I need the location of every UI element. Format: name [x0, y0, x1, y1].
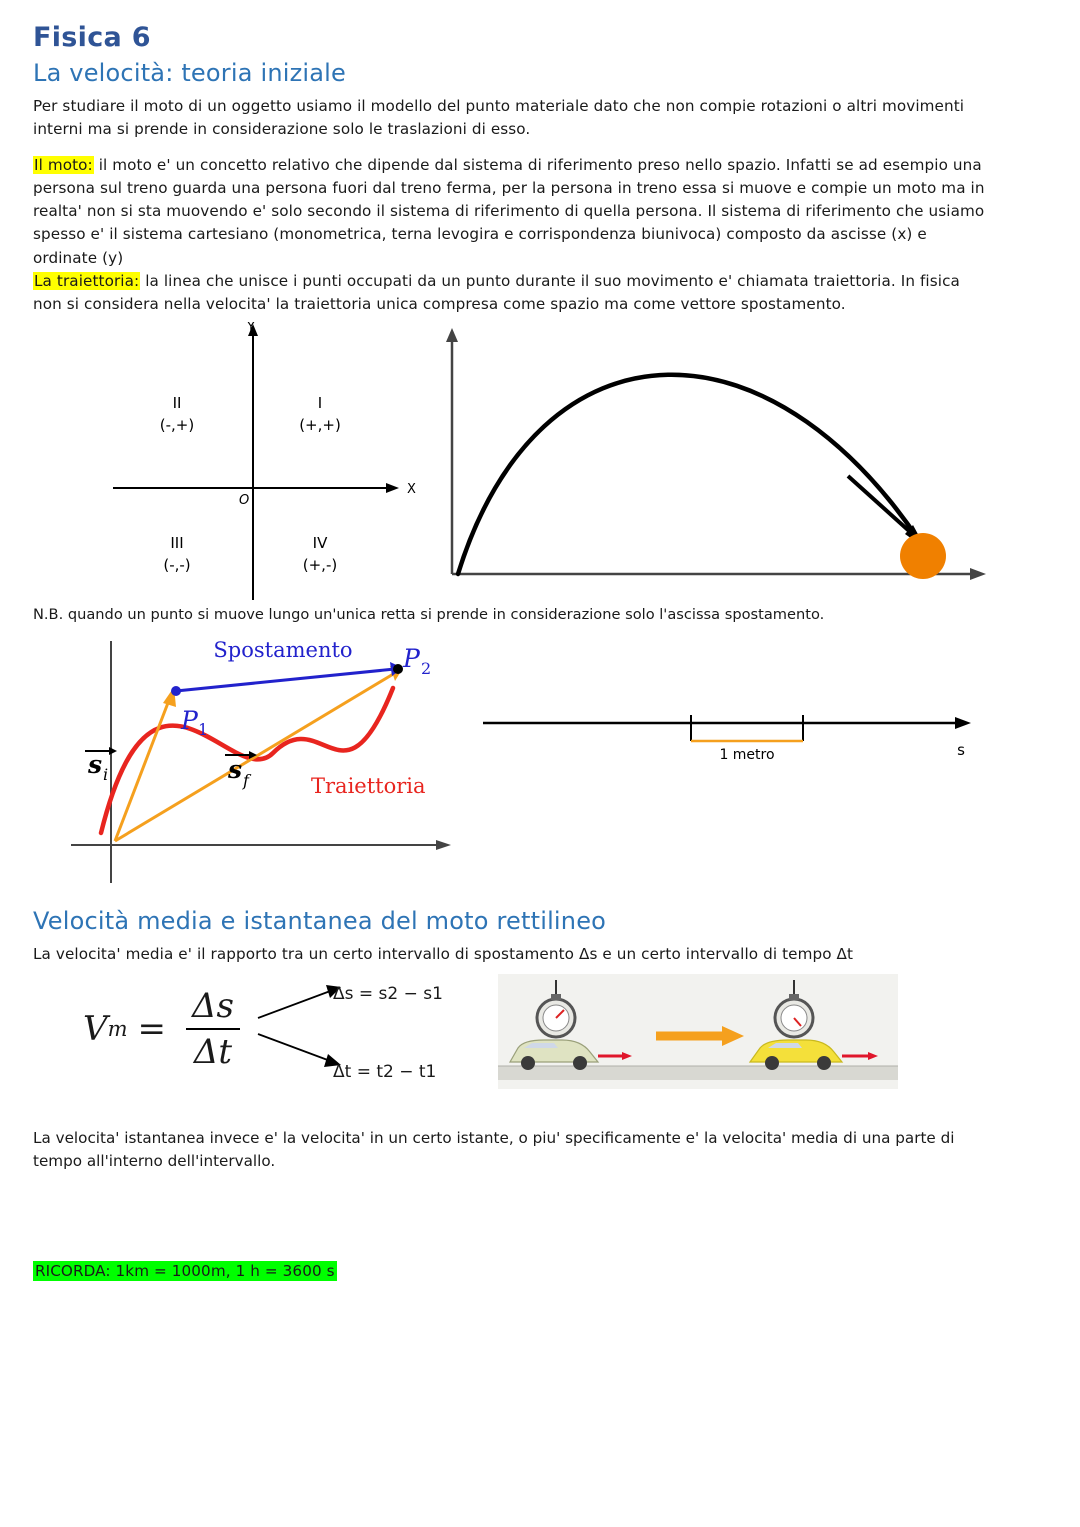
svg-text:Spostamento: Spostamento: [213, 637, 353, 662]
svg-text:(-,+): (-,+): [159, 415, 195, 434]
parabolic-trajectory-figure: [418, 324, 998, 584]
document-content: [33, 22, 993, 1283]
svg-text:f: f: [243, 770, 249, 790]
svg-text:2: 2: [421, 658, 432, 678]
formula-fraction: [186, 986, 240, 1072]
paragraph-la-traiettoria: [33, 270, 993, 316]
formula-delta-t: [333, 1062, 436, 1082]
paragraph-velocita-media: La velocita' media e' il rapporto tra un certo intervallo di spostamento Δs e un certo intervallo di tempo Δt: [33, 944, 854, 963]
svg-text:P: P: [403, 643, 420, 673]
formula-delta-s-text: Δs = s2 − s1: [333, 983, 443, 1004]
svg-text:i: i: [103, 764, 109, 784]
formula-equals: =: [137, 1008, 166, 1049]
ricorda-note: [33, 1260, 993, 1283]
svg-text:1 metro: 1 metro: [719, 746, 775, 763]
svg-text:Y: Y: [247, 321, 255, 335]
cars-stopwatch-illustration: [498, 974, 898, 1089]
svg-text:(+,-): (+,-): [302, 555, 338, 574]
spacer: [33, 1188, 993, 1260]
section-title-velocita: La velocità: teoria iniziale: [33, 59, 347, 87]
svg-text:O: O: [239, 492, 250, 508]
meter-axis-figure: [473, 683, 983, 803]
paragraph-il-moto-text: il moto e' un concetto relativo che dipende dal sistema di riferimento preso nello spazio. Infatti se ad esempio una persona sul treno guarda una persona fuori dal treno ferma, per la persona in treno essa si muove e compie un moto ma in realta' non si sta muovendo e' solo secondo il sistema di riferimento di quella persona. Il sistema di riferimento che usiamo spesso e' il sistema cartesiano (monometrica, terna levogira e corrispondenza biunivoca) composto da ascisse (x) e ordinate (y): [33, 156, 985, 267]
svg-text:s: s: [88, 749, 103, 779]
svg-text:s: s: [228, 754, 243, 784]
figure-row-1: [33, 316, 993, 606]
formula-block: [33, 966, 993, 1106]
svg-text:IV: IV: [312, 533, 328, 552]
highlight-il-moto: Il moto:: [34, 156, 93, 175]
paragraph-il-moto: [33, 154, 993, 269]
spacer: [33, 141, 993, 154]
highlight-la-traiettoria: La traiettoria:: [34, 271, 140, 290]
svg-text:(-,-): (-,-): [163, 555, 191, 574]
formula-velocita-media: [83, 986, 240, 1072]
svg-text:(+,+): (+,+): [299, 415, 341, 434]
formula-delta-t-text: Δt = t2 − t1: [333, 1061, 437, 1082]
svg-text:I: I: [317, 393, 323, 412]
svg-text:III: III: [170, 533, 184, 552]
section-title-velocita-media: Velocità media e istantanea del moto rettilineo: [33, 906, 607, 935]
note-nb: N.B. quando un punto si muove lungo un'unica retta si prende in considerazione solo l'ascissa spostamento.: [33, 605, 825, 623]
svg-text:s: s: [957, 740, 965, 759]
formula-delta-s: [333, 984, 443, 1004]
formula-numerator: Δs: [186, 986, 240, 1030]
spacer: [33, 888, 993, 907]
formula-vm-symbol: V: [83, 1008, 108, 1049]
svg-text:Traiettoria: Traiettoria: [311, 773, 426, 798]
svg-text:X: X: [407, 481, 416, 497]
formula-denominator: Δt: [193, 1031, 233, 1072]
svg-text:P: P: [181, 705, 198, 735]
paragraph-la-traiettoria-text: la linea che unisce i punti occupati da un punto durante il suo movimento e' chiamata traiettoria. In fisica non si considera nella velocita' la traiettoria unica compresa come spazio ma come vettore spostamento.: [33, 271, 960, 313]
page-title: Fisica 6: [33, 22, 151, 53]
paragraph-velocita-istantanea: La velocita' istantanea invece e' la velocita' in un certo istante, o piu' specificamente e' la velocita' media di una parte di tempo all'interno dell'intervallo.: [33, 1129, 955, 1170]
displacement-vectors-figure: [43, 633, 473, 888]
formula-vm-subscript: m: [107, 1016, 128, 1041]
figure-row-2: [33, 623, 993, 888]
paragraph-punto-materiale: Per studiare il moto di un oggetto usiamo il modello del punto materiale dato che non compie rotazioni o altri movimenti interni ma si prende in considerazione solo le traslazioni di esso.: [33, 97, 965, 139]
svg-text:II: II: [172, 393, 182, 412]
highlight-ricorda: RICORDA: 1km = 1000m, 1 h = 3600 s: [35, 1261, 335, 1280]
svg-text:1: 1: [198, 719, 209, 739]
spacer: [33, 1106, 993, 1112]
